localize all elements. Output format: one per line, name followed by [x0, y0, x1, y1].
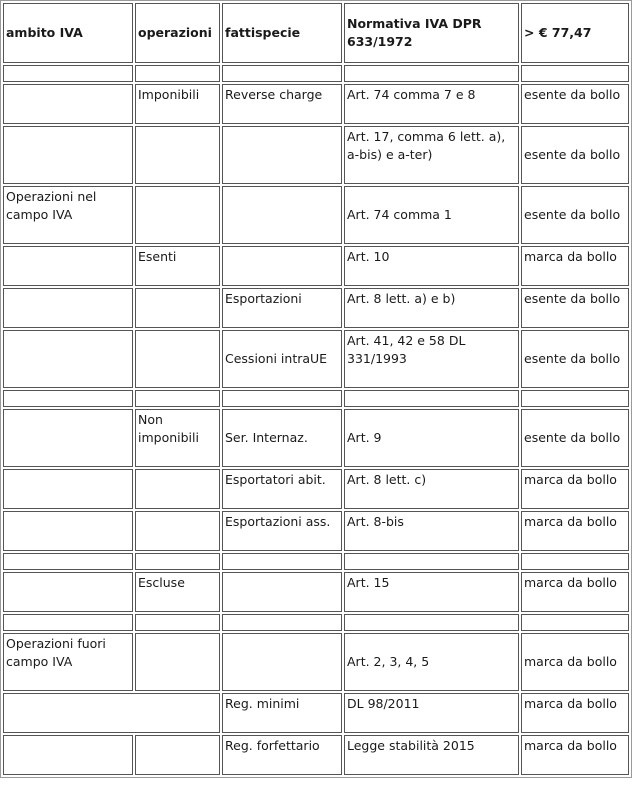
table-cell [135, 288, 220, 328]
table-cell: DL 98/2011 [344, 693, 519, 733]
table-cell [222, 246, 342, 286]
table-cell: esente da bollo [521, 126, 629, 184]
table-cell [222, 614, 342, 631]
table-cell: Non imponibili [135, 409, 220, 467]
table-cell: marca da bollo [521, 735, 629, 775]
table-cell [3, 65, 133, 82]
table-cell: marca da bollo [521, 246, 629, 286]
table-row [3, 330, 629, 388]
table-cell [3, 390, 133, 407]
table-cell [135, 186, 220, 244]
spacer-row [3, 390, 629, 407]
table-cell [135, 469, 220, 509]
table-cell: Art. 8 lett. a) e b) [344, 288, 519, 328]
table-cell [3, 409, 133, 467]
table-cell [222, 65, 342, 82]
table-cell: Reg. minimi [222, 693, 342, 733]
table-cell [3, 469, 133, 509]
table-cell [222, 572, 342, 612]
table-row [3, 693, 629, 733]
table-cell: Art. 15 [344, 572, 519, 612]
header-operazioni: operazioni [135, 3, 220, 63]
table-cell: Cessioni intraUE [222, 330, 342, 388]
table-cell: Art. 10 [344, 246, 519, 286]
table-row [3, 246, 629, 286]
table-cell [135, 126, 220, 184]
table-cell: Legge stabilità 2015 [344, 735, 519, 775]
table-cell [521, 390, 629, 407]
table-cell [3, 330, 133, 388]
table-cell: Esenti [135, 246, 220, 286]
table-cell: Art. 74 comma 7 e 8 [344, 84, 519, 124]
table-cell: Art. 74 comma 1 [344, 186, 519, 244]
table-cell: marca da bollo [521, 572, 629, 612]
table-cell [3, 84, 133, 124]
table-row [3, 409, 629, 467]
table-cell: esente da bollo [521, 186, 629, 244]
table-cell [135, 65, 220, 82]
header-fattispecie: fattispecie [222, 3, 342, 63]
table-cell: Operazioni nel campo IVA [3, 186, 133, 244]
table-cell [344, 614, 519, 631]
table-row [3, 735, 629, 775]
table-row [3, 633, 629, 691]
table-cell [344, 553, 519, 570]
table-row [3, 511, 629, 551]
table-cell: marca da bollo [521, 693, 629, 733]
header-normativa: Normativa IVA DPR 633/1972 [344, 3, 519, 63]
table-cell: esente da bollo [521, 409, 629, 467]
table-cell [3, 614, 133, 631]
header-threshold: > € 77,47 [521, 3, 629, 63]
table-cell [3, 735, 133, 775]
table-cell: Reverse charge [222, 84, 342, 124]
table-cell: Ser. Internaz. [222, 409, 342, 467]
table-row [3, 186, 629, 244]
spacer-row [3, 65, 629, 82]
table-cell: Esportatori abit. [222, 469, 342, 509]
table-cell: esente da bollo [521, 84, 629, 124]
table-cell [344, 390, 519, 407]
table-cell: Esportazioni [222, 288, 342, 328]
table-row [3, 572, 629, 612]
table-cell: Art. 8 lett. c) [344, 469, 519, 509]
table-cell: Art. 17, comma 6 lett. a), a-bis) e a-ter) [344, 126, 519, 184]
table-cell: Art. 9 [344, 409, 519, 467]
table-cell: marca da bollo [521, 511, 629, 551]
table-cell [222, 553, 342, 570]
table-cell [521, 614, 629, 631]
table-row [3, 288, 629, 328]
table-cell [135, 390, 220, 407]
table-cell: Reg. forfettario [222, 735, 342, 775]
table-cell: Imponibili [135, 84, 220, 124]
table-cell: marca da bollo [521, 469, 629, 509]
table-cell [521, 553, 629, 570]
table-row [3, 469, 629, 509]
header-row [3, 3, 629, 63]
table-cell: Art. 8-bis [344, 511, 519, 551]
table-cell: Escluse [135, 572, 220, 612]
table-cell [344, 65, 519, 82]
header-ambito: ambito IVA [3, 3, 133, 63]
table-cell [3, 126, 133, 184]
table-cell [135, 735, 220, 775]
table-row [3, 126, 629, 184]
table-cell: esente da bollo [521, 330, 629, 388]
table-cell [222, 633, 342, 691]
table-cell [3, 511, 133, 551]
table-cell [3, 246, 133, 286]
table-cell [222, 390, 342, 407]
table-cell: Esportazioni ass. [222, 511, 342, 551]
table-cell [3, 288, 133, 328]
table-cell: Art. 2, 3, 4, 5 [344, 633, 519, 691]
table-cell [3, 693, 220, 733]
table-cell [135, 330, 220, 388]
table-cell: marca da bollo [521, 633, 629, 691]
table-cell [135, 553, 220, 570]
table-cell [3, 572, 133, 612]
table-cell [521, 65, 629, 82]
spacer-row [3, 614, 629, 631]
spacer-row [3, 553, 629, 570]
table-row [3, 84, 629, 124]
table-cell: esente da bollo [521, 288, 629, 328]
table-cell [135, 511, 220, 551]
table-cell [222, 126, 342, 184]
table-cell [135, 633, 220, 691]
table-cell [222, 186, 342, 244]
table-cell [135, 614, 220, 631]
table-cell: Operazioni fuori campo IVA [3, 633, 133, 691]
table-cell: Art. 41, 42 e 58 DL 331/1993 [344, 330, 519, 388]
table-cell [3, 553, 133, 570]
